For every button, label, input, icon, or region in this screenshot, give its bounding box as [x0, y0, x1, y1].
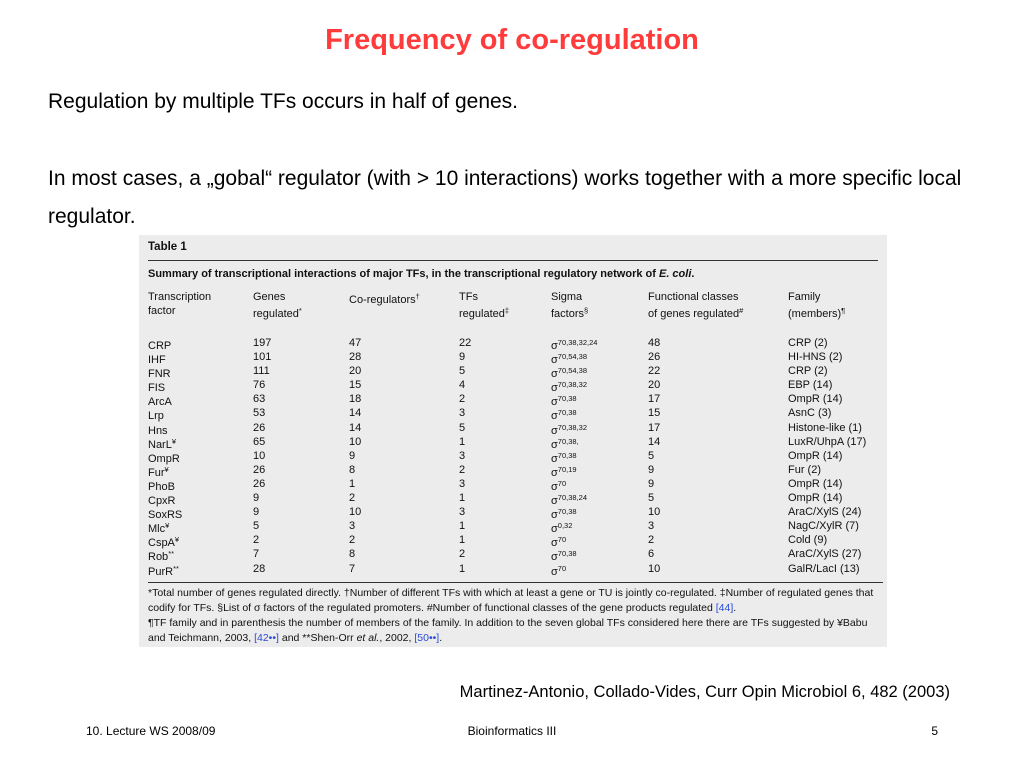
cell-tf: CRP [148, 340, 172, 352]
header-family: Family (members)¶ [788, 291, 846, 320]
cell-tf: FNR [148, 368, 171, 381]
cell-genes: 197 [253, 337, 272, 349]
cell-tf: OmpR [148, 452, 180, 465]
cell-tf: IHF [148, 354, 166, 367]
cell-family: HI-HNS (2) [788, 351, 843, 364]
cell-genes: 26 [253, 463, 266, 476]
cell-tfs: 22 [459, 337, 472, 349]
cell-sigma: $\sigma^{70,19}$ [551, 464, 577, 479]
cell-tf: CspA¥ [148, 535, 180, 550]
cell-family: AsnC (3) [788, 407, 832, 420]
cell-classes: 5 [648, 449, 655, 462]
cell-tfs: 3 [459, 477, 466, 490]
cell-sigma: $\sigma^{70,38}$ [551, 450, 577, 465]
table-row [148, 562, 878, 576]
cell-family: LuxR/UhpA (17) [788, 435, 867, 448]
cell-tfs: 9 [459, 351, 466, 364]
cell-genes: 9 [253, 506, 260, 519]
cell-tf: FIS [148, 382, 166, 395]
cell-classes: 3 [648, 520, 655, 533]
cell-coregulators: 20 [349, 365, 362, 378]
cell-tf: CpxR [148, 495, 176, 508]
cell-classes: 2 [648, 534, 655, 547]
cell-coregulators: 9 [349, 449, 356, 462]
table-row [148, 463, 878, 477]
cell-family: NagC/XylR (7) [788, 520, 859, 533]
cell-tf: PhoB [148, 480, 175, 493]
cell-tf: Hns [148, 424, 168, 437]
cell-sigma: $\sigma^{70,38}$ [551, 549, 577, 564]
cell-coregulators: 2 [349, 534, 356, 547]
table-top-rule [148, 260, 878, 261]
cell-tf: NarL¥ [148, 436, 177, 451]
cell-family: OmpR (14) [788, 477, 843, 490]
cell-family: AraC/XylS (24) [788, 506, 862, 519]
cell-genes: 65 [253, 435, 266, 448]
cell-family: Histone-like (1) [788, 421, 862, 434]
cell-genes: 63 [253, 393, 266, 406]
cell-sigma: $\sigma^{70,38,32}$ [551, 422, 587, 437]
paragraph-2: In most cases, a „gobal“ regulator (with > 10 interactions) works together with a more specific local regulator. [48, 167, 962, 228]
cell-sigma: $\sigma^{70,54,38}$ [551, 366, 587, 381]
cell-family: GalR/LacI (13) [788, 562, 860, 575]
cell-coregulators: 1 [349, 477, 356, 490]
cell-genes: 9 [253, 492, 260, 505]
table-row [148, 406, 878, 423]
cell-genes: 101 [253, 351, 272, 364]
cell-genes: 5 [253, 520, 260, 533]
cell-classes: 26 [648, 351, 661, 364]
header-tfs: TFs regulated‡ [459, 291, 510, 320]
cell-tfs: 2 [459, 548, 466, 561]
cell-tfs: 1 [459, 562, 466, 575]
cell-tf: Lrp [148, 410, 164, 423]
table-row [148, 378, 878, 395]
cell-classes: 5 [648, 492, 655, 505]
cell-tfs: 5 [459, 365, 466, 378]
cell-genes: 76 [253, 379, 266, 392]
cell-coregulators: 14 [349, 421, 362, 434]
table-body [148, 336, 878, 576]
table-row [148, 519, 878, 536]
table-row [148, 477, 878, 491]
citation: Martinez-Antonio, Collado-Vides, Curr Opin Microbiol 6, 482 (2003) [459, 683, 950, 701]
cell-tfs: 3 [459, 506, 466, 519]
cell-coregulators: 2 [349, 492, 356, 505]
cell-coregulators: 14 [349, 407, 362, 420]
cell-tfs: 1 [459, 492, 466, 505]
cell-tf: Rob** [148, 549, 175, 564]
cell-coregulators: 8 [349, 463, 356, 476]
cell-sigma: $\sigma^{70,38}$ [551, 507, 577, 522]
cell-family: OmpR (14) [788, 492, 843, 505]
cell-coregulators: 47 [349, 337, 362, 349]
cell-tf: Mlc¥ [148, 521, 170, 536]
cell-coregulators: 3 [349, 520, 356, 533]
cell-family: OmpR (14) [788, 393, 843, 406]
cell-sigma: $\sigma^{70,38}$ [551, 408, 577, 423]
cell-family: Fur (2) [788, 463, 821, 476]
table-row [148, 435, 878, 449]
cell-tf: ArcA [148, 396, 172, 409]
cell-coregulators: 18 [349, 393, 362, 406]
slide-title: Frequency of co-regulation [325, 24, 699, 56]
cell-sigma: $\sigma^{70,38,32,24}$ [551, 338, 598, 352]
table-label: Table 1 [148, 241, 187, 253]
cell-classes: 22 [648, 365, 661, 378]
cell-tfs: 2 [459, 463, 466, 476]
table-figure [139, 235, 887, 647]
cell-coregulators: 15 [349, 379, 362, 392]
cell-genes: 10 [253, 449, 266, 462]
cell-classes: 9 [648, 463, 655, 476]
cell-sigma: $\sigma^{70}$ [551, 535, 567, 550]
cell-tfs: 1 [459, 534, 466, 547]
cell-genes: 7 [253, 548, 260, 561]
cell-tfs: 3 [459, 449, 466, 462]
table-row [148, 491, 878, 508]
table-header [148, 290, 878, 336]
table-footnotes: *Total number of genes regulated directly. †Number of different TFs with which at least a gene or TU is jointly co-regulated. ‡Number of regulated genes that codify for TFs. §List of σ factors of the regulated promoters. #Number of functional classes of the gene products regulated [44]. ¶TF family and in parenthesis the number of members of the family. In addition to the seven global TFs considered here there are TFs suggested by ¥Babu and Teichmann, 2003, [42••] and **Shen-Orr et al., 2002, [50••]. [148, 582, 883, 646]
cell-classes: 15 [648, 407, 661, 420]
table-row [148, 421, 878, 435]
header-genes: Genes regulated* [253, 291, 302, 320]
cell-tfs: 5 [459, 421, 466, 434]
cell-sigma: $\sigma^{0,32}$ [551, 521, 573, 536]
cell-genes: 28 [253, 562, 266, 575]
cell-sigma: $\sigma^{70,38,32}$ [551, 380, 587, 395]
cell-sigma: $\sigma^{70,54,38}$ [551, 352, 587, 367]
cell-family: OmpR (14) [788, 449, 843, 462]
cell-sigma: $\sigma^{70,38,24}$ [551, 493, 587, 508]
cell-family: EBP (14) [788, 379, 833, 392]
header-coregulators: Co-regulators† [349, 292, 420, 306]
cell-classes: 17 [648, 421, 661, 434]
footer-page-number: 5 [931, 724, 938, 738]
cell-classes: 14 [648, 435, 661, 448]
cell-sigma: $\sigma^{70}$ [551, 563, 567, 578]
cell-tf: Fur¥ [148, 464, 169, 479]
cell-sigma: $\sigma^{70}$ [551, 478, 567, 493]
table-row [148, 505, 878, 522]
header-classes: Functional classes of genes regulated# [648, 291, 744, 320]
table-row [148, 547, 878, 564]
cell-coregulators: 10 [349, 435, 362, 448]
cell-family: CRP (2) [788, 365, 828, 378]
header-sigma: Sigma factors§ [551, 291, 589, 320]
cell-tfs: 4 [459, 379, 466, 392]
cell-classes: 9 [648, 477, 655, 490]
table-row [148, 350, 878, 367]
table-row [148, 364, 878, 381]
cell-coregulators: 28 [349, 351, 362, 364]
cell-genes: 26 [253, 421, 266, 434]
cell-genes: 53 [253, 407, 266, 420]
cell-coregulators: 8 [349, 548, 356, 561]
cell-genes: 26 [253, 477, 266, 490]
cell-sigma: $\sigma^{70,38,}$ [551, 436, 579, 451]
footer-course: Bioinformatics III [467, 724, 557, 738]
table-row [148, 392, 878, 409]
cell-tfs: 3 [459, 407, 466, 420]
cell-coregulators: 10 [349, 506, 362, 519]
header-tf: Transcription factor [148, 291, 212, 317]
table-row [148, 336, 878, 350]
cell-classes: 17 [648, 393, 661, 406]
cell-genes: 2 [253, 534, 260, 547]
cell-classes: 10 [648, 562, 661, 575]
cell-family: AraC/XylS (27) [788, 548, 862, 561]
cell-tfs: 1 [459, 520, 466, 533]
cell-coregulators: 7 [349, 562, 356, 575]
cell-sigma: $\sigma^{70,38}$ [551, 394, 577, 409]
footer-lecture: 10. Lecture WS 2008/09 [86, 724, 216, 738]
cell-classes: 10 [648, 506, 661, 519]
table-row [148, 449, 878, 463]
cell-classes: 6 [648, 548, 655, 561]
cell-tfs: 2 [459, 393, 466, 406]
cell-classes: 48 [648, 337, 661, 349]
cell-tf: PurR** [148, 563, 179, 578]
cell-tfs: 1 [459, 435, 466, 448]
table-row [148, 533, 878, 550]
cell-family: CRP (2) [788, 337, 828, 349]
cell-family: Cold (9) [788, 534, 828, 547]
cell-tf: SoxRS [148, 509, 183, 522]
cell-classes: 20 [648, 379, 661, 392]
paragraph-1: Regulation by multiple TFs occurs in half of genes. [48, 90, 519, 113]
cell-genes: 111 [253, 365, 270, 378]
table-caption: Summary of transcriptional interactions of major TFs, in the transcriptional regulatory network of E. coli. [148, 268, 695, 280]
